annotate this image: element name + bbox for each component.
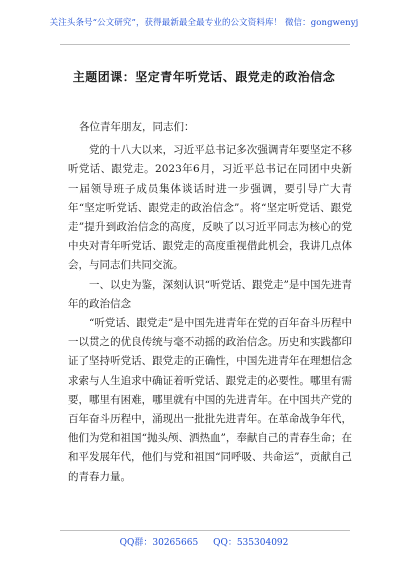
footer-qq-number: QQ：535304092 bbox=[213, 538, 289, 548]
header-divider bbox=[60, 44, 350, 45]
paragraph-intro: 党的十八大以来，习近平总书记多次强调青年要坚定不移听党话、跟党走。2023年6月，习近平总书记在同团中央新一届领导班子成员集体谈话时进一步强调，要引导广大青年“坚定听党话、跟党走的政治信念”。将“坚定听党话、跟党走”提升到政治信念的高度，反映了以习近平同志为核心的党中央对青年听党话、跟党走的高度重视借此机会，我讲几点体会，与同志们共同交流。 bbox=[68, 144, 352, 272]
footer-qq-group: QQ群：30265665 bbox=[119, 538, 199, 548]
document-title: 主题团课：坚定青年听党话、跟党走的政治信念 bbox=[72, 70, 336, 84]
section-heading-1: 一、以史为鉴，深刻认识“听党话、跟党走”是中国先进青年的政治信念 bbox=[68, 278, 352, 310]
salutation: 各位青年朋友，同志们： bbox=[79, 121, 195, 133]
document-body bbox=[68, 118, 352, 487]
footer-contact bbox=[0, 535, 408, 548]
paragraph-body: “听党话、跟党走”是中国先进青年在党的百年奋斗历程中一以贯之的优良传统与毫不动摇的政治信念。历史和实践都印证了坚持听党话、跟党走的正确性，中国先进青年在理想信念求索与人生追求中确证着听党话、跟党走的必要性。哪里有需要，哪里有困难，哪里就有中国的先进青年。在中国共产党的百年奋斗历程中，涌现出一批批先进青年。在革命战争年代，他们为党和祖国“抛头颅、洒热血”，奉献自己的青春生命；在和平发展年代，他们与党和祖国“同呼吸、共命运”，贡献自己的青春力量。 bbox=[68, 317, 352, 483]
header-notice: 关注头条号“公文研究”，获得最新最全最专业的公文资料库！ 微信：gongwenyj bbox=[49, 18, 359, 28]
footer-divider bbox=[60, 530, 350, 531]
